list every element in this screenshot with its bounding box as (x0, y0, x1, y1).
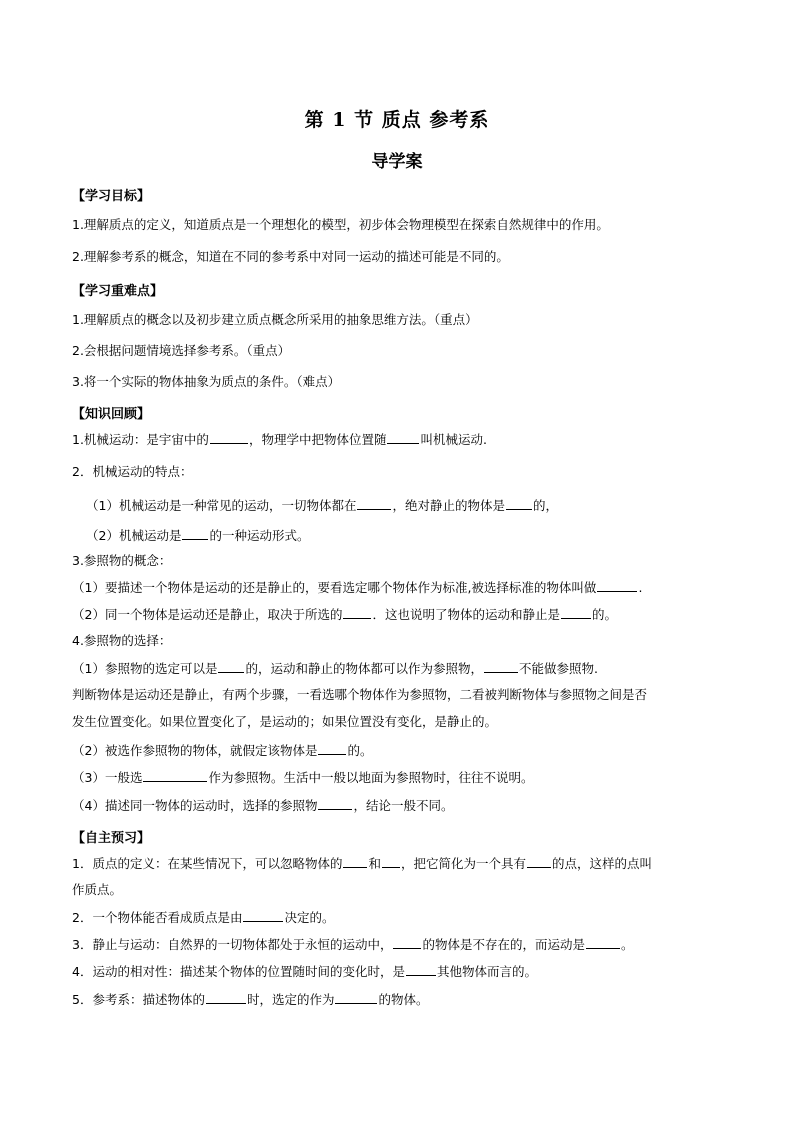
preview-line-5 (72, 962, 537, 981)
fill-blank[interactable] (206, 990, 246, 1004)
preview-text: 的点，这样的点叫 (552, 856, 653, 871)
review-line-11: 发生位置变化。如果位置变化了，是运动的；如果位置没有变化，是静止的。 (72, 714, 498, 729)
preview-text: 1．质点的定义：在某些情况下，可以忽略物体的 (72, 856, 343, 871)
section-heading-preview: 【自主预习】 (72, 831, 151, 846)
fill-blank[interactable] (586, 935, 620, 949)
preview-text: 5．参考系：描述物体的 (72, 992, 205, 1007)
review-line-8: 4.参照物的选择： (72, 633, 172, 648)
page-subtitle: 导学案 (371, 152, 423, 172)
review-text: （1）要描述一个物体是运动的还是静止的，要看选定哪个物体作为标准,被选择标准的物体叫做 (72, 580, 597, 595)
review-line-1 (72, 430, 487, 449)
preview-text: ，把它简化为一个具有 (400, 856, 526, 871)
review-text: （1）机械运动是一种常见的运动，一切物体都在 (86, 498, 357, 513)
review-line-6 (72, 578, 642, 597)
review-line-13 (72, 768, 533, 787)
fill-blank[interactable] (406, 962, 436, 976)
review-text: ．这也说明了物体的运动和静止是 (372, 607, 560, 622)
section-heading-key-points: 【学习重难点】 (72, 284, 164, 299)
fill-blank[interactable] (218, 659, 244, 673)
review-text: 的。 (347, 743, 373, 758)
review-text: 不能做参照物. (518, 661, 598, 676)
preview-line-4 (72, 935, 634, 954)
fill-blank[interactable] (506, 496, 532, 510)
review-line-3 (86, 496, 558, 515)
preview-text: 和 (368, 856, 381, 871)
fill-blank[interactable] (597, 578, 637, 592)
preview-line-2: 作质点。 (72, 882, 123, 897)
review-text: . (638, 580, 643, 595)
preview-text: 时，选定的作为 (246, 992, 335, 1007)
preview-text: 的物体。 (378, 992, 429, 1007)
review-text: 作为参照物。生活中一般以地面为参照物时，往往不说明。 (208, 770, 534, 785)
fill-blank[interactable] (318, 741, 346, 755)
review-text: ，绝对静止的物体是 (392, 498, 505, 513)
review-line-10: 判断物体是运动还是静止，有两个步骤，一看选哪个物体作为参照物，二看被判断物体与参照物之间是否 (72, 687, 648, 702)
review-line-12 (72, 741, 372, 760)
review-line-2: 2．机械运动的特点： (72, 464, 193, 479)
review-text: （2）被选作参照物的物体，就假定该物体是 (72, 743, 318, 758)
review-line-9 (72, 659, 598, 678)
review-text: 的， (532, 498, 558, 513)
goal-item-1: 1.理解质点的定义，知道质点是一个理想化的模型，初步体会物理模型在探索自然规律中的作用。 (72, 217, 609, 232)
fill-blank[interactable] (335, 990, 377, 1004)
review-text: （2）机械运动是 (86, 528, 182, 543)
review-text: （2）同一个物体是运动还是静止，取决于所选的 (72, 607, 343, 622)
review-text: （1）参照物的选定可以是 (72, 661, 218, 676)
fill-blank[interactable] (561, 605, 591, 619)
fill-blank[interactable] (143, 768, 207, 782)
fill-blank[interactable] (527, 854, 551, 868)
review-line-7 (72, 605, 617, 624)
key-point-3: 3.将一个实际的物体抽象为质点的条件。（难点） (72, 374, 341, 389)
review-text: ，结论一般不同。 (353, 798, 454, 813)
fill-blank[interactable] (182, 526, 208, 540)
fill-blank[interactable] (243, 908, 283, 922)
fill-blank[interactable] (393, 935, 421, 949)
section-heading-goals: 【学习目标】 (72, 189, 151, 204)
goal-item-2: 2.理解参考系的概念，知道在不同的参考系中对同一运动的描述可能是不同的。 (72, 249, 509, 264)
review-text: （3）一般选 (72, 770, 143, 785)
preview-line-3 (72, 908, 334, 927)
preview-text: 4．运动的相对性：描述某个物体的位置随时间的变化时，是 (72, 964, 405, 979)
fill-blank[interactable] (484, 659, 518, 673)
review-text: ，物理学中把物体位置随 (248, 432, 387, 447)
preview-line-6 (72, 990, 429, 1009)
preview-text: 其他物体而言的。 (436, 964, 537, 979)
review-text: 叫机械运动. (420, 432, 487, 447)
key-point-1: 1.理解质点的概念以及初步建立质点概念所采用的抽象思维方法。（重点） (72, 312, 478, 327)
review-line-5: 3.参照物的概念： (72, 553, 172, 568)
fill-blank[interactable] (343, 854, 367, 868)
review-text: 的，运动和静止的物体都可以作为参照物， (245, 661, 483, 676)
review-line-14 (72, 796, 453, 815)
fill-blank[interactable] (318, 796, 352, 810)
review-text: （4）描述同一物体的运动时，选择的参照物 (72, 798, 318, 813)
review-text: 的。 (591, 607, 617, 622)
preview-text: 的物体是不存在的，而运动是 (422, 937, 585, 952)
fill-blank[interactable] (387, 430, 419, 444)
page-title: 第 1 节 质点 参考系 (304, 109, 490, 131)
fill-blank[interactable] (343, 605, 371, 619)
preview-line-1 (72, 854, 652, 873)
key-point-2: 2.会根据问题情境选择参考系。（重点） (72, 343, 291, 358)
review-line-4 (86, 526, 309, 545)
fill-blank[interactable] (382, 854, 400, 868)
preview-text: 2．一个物体能否看成质点是由 (72, 910, 243, 925)
fill-blank[interactable] (357, 496, 391, 510)
preview-text: 。 (620, 937, 634, 952)
preview-text: 3．静止与运动：自然界的一切物体都处于永恒的运动中， (72, 937, 393, 952)
review-text: 的一种运动形式。 (209, 528, 310, 543)
fill-blank[interactable] (210, 430, 248, 444)
preview-text: 决定的。 (284, 910, 335, 925)
review-text: 1.机械运动：是宇宙中的 (72, 432, 209, 447)
section-heading-review: 【知识回顾】 (72, 407, 151, 422)
